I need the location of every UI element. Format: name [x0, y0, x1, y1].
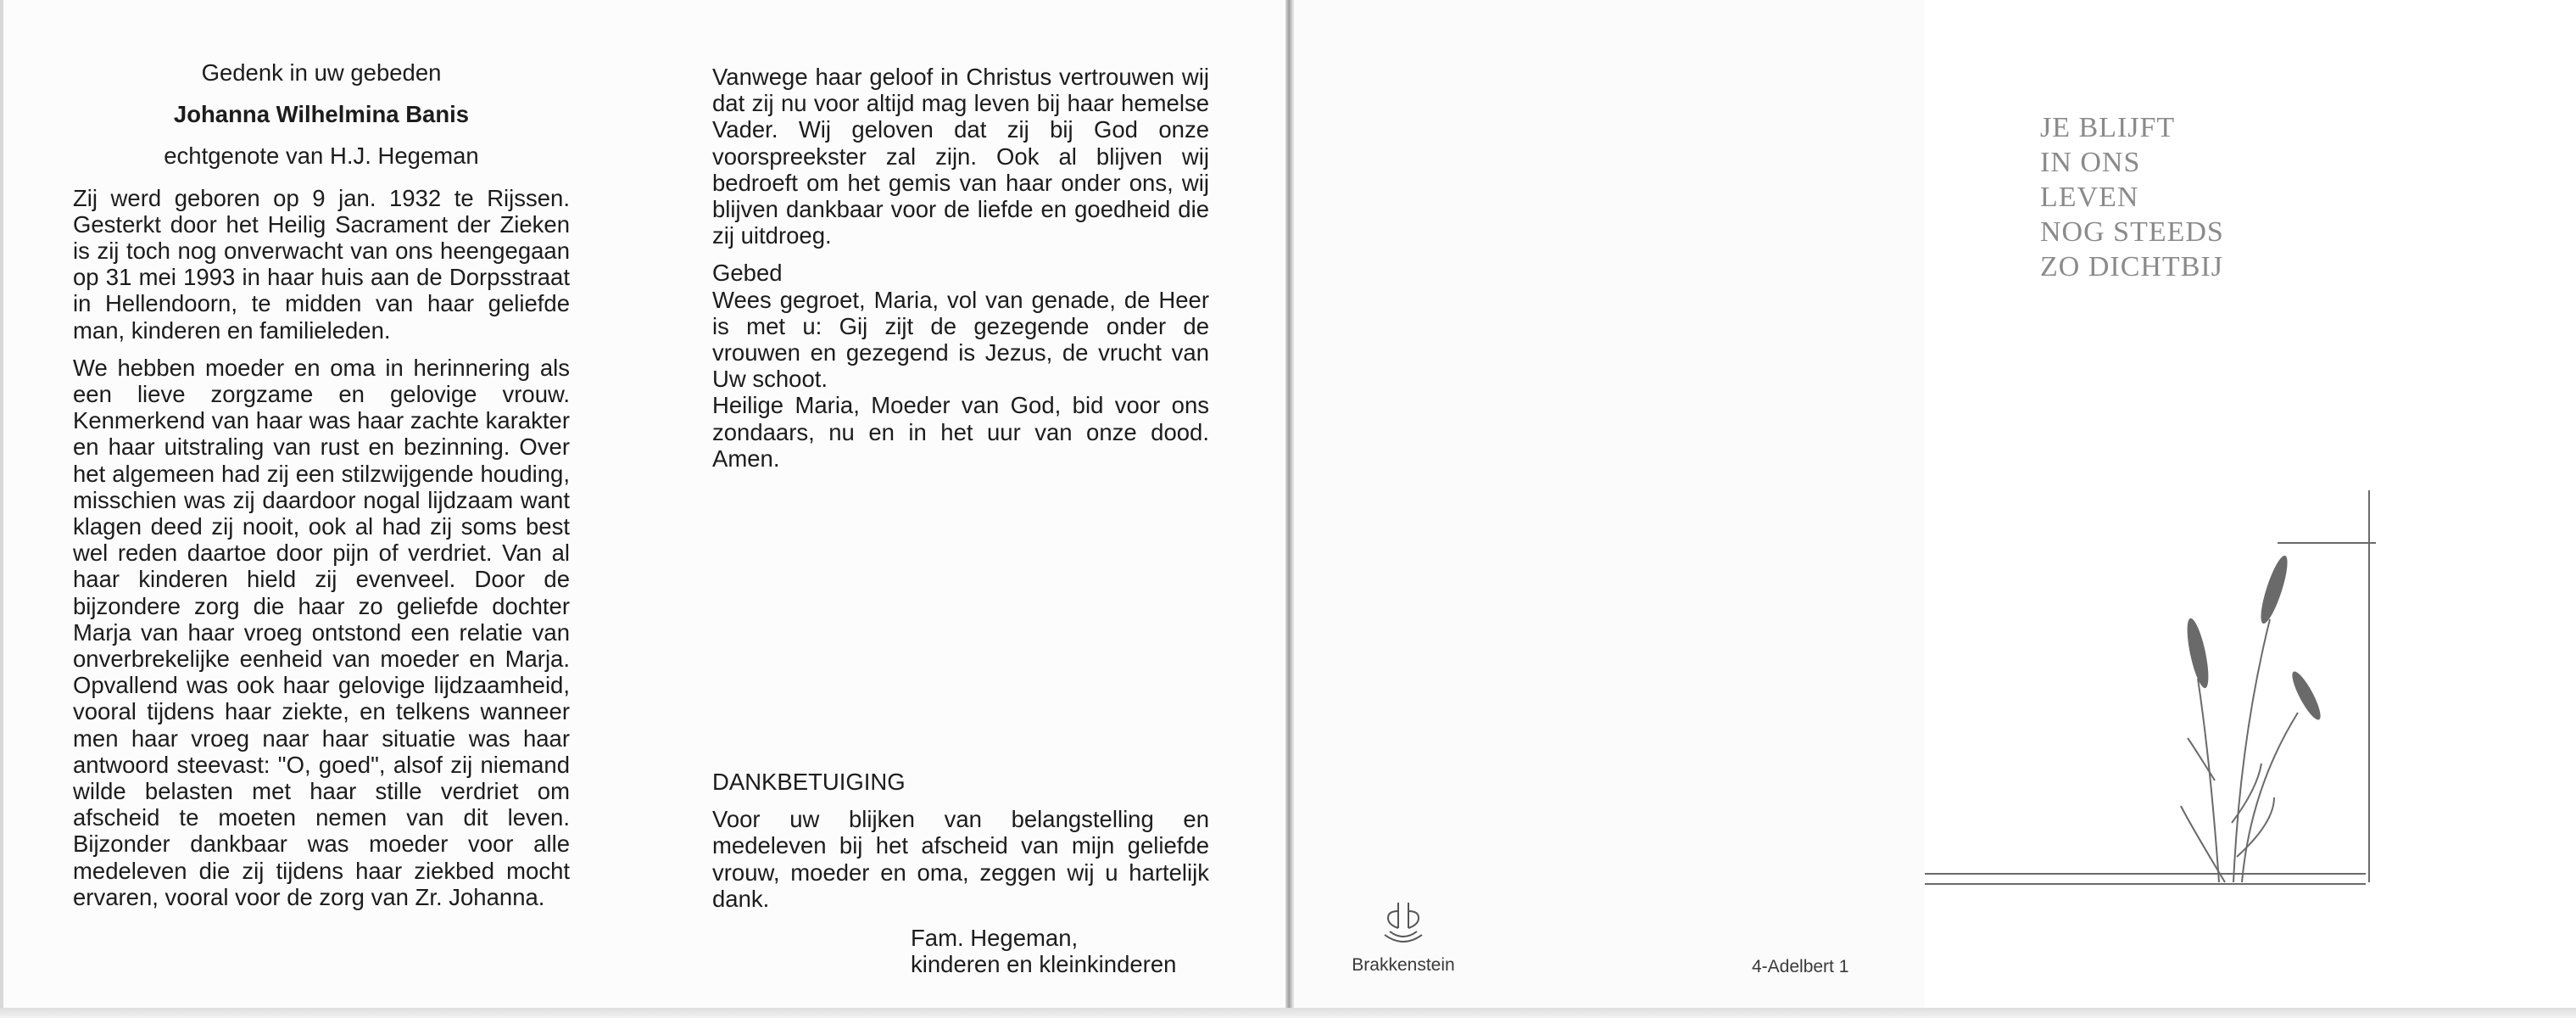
poem-line: ZO DICHTBIJ — [2040, 251, 2223, 282]
signature-line-2: kinderen en kleinkinderen — [911, 951, 1177, 978]
intro-line: Gedenk in uw gebeden — [201, 59, 442, 86]
poem-line: JE BLIJFT — [2040, 112, 2176, 143]
wheat-leaf — [2232, 764, 2261, 823]
deceased-name: Johanna Wilhelmina Banis — [173, 101, 470, 128]
wheat-ear — [2183, 617, 2212, 690]
poem-line: LEVEN — [2040, 182, 2139, 213]
memorial-text-column — [73, 59, 570, 910]
wheat-leaf — [2188, 738, 2215, 780]
wheat-ear — [2255, 553, 2292, 625]
spouse-line: echtgenote van H.J. Hegeman — [164, 143, 479, 170]
thanks-title: DANKBETUIGING — [712, 769, 906, 796]
poem-line: IN ONS — [2040, 147, 2141, 178]
card-edge — [0, 0, 3, 1011]
wheat-ear — [2288, 668, 2325, 723]
prayer-paragraph-2: Heilige Maria, Moeder van God, bid voor ons zondaars, nu en in het uur van onze dood. Amen. — [712, 392, 1209, 472]
publisher-name: Brakkenstein — [1352, 955, 1455, 975]
prayer-text-column — [712, 64, 1209, 912]
wheat-stem — [2198, 679, 2219, 882]
poem — [2040, 110, 2224, 284]
wheat-stem — [2242, 713, 2298, 882]
brakkenstein-logo-icon — [1380, 899, 1427, 950]
biography-paragraph-2: We hebben moeder en oma in herinnering als een lieve zorgzame en gelovige vrouw. Kenmerkend van haar was haar zachte karakter en haar uitstraling van rust en bezinning. Over het algemeen had zij een stilzwijgende houding, misschien was zij daardoor nogal lijdzaam want klagen deed zij nooit, ook al had zij soms best wel reden daartoe door pijn of verdriet. Van al haar kinderen hield zij evenveel. Door de bijzondere zorg die haar zo geliefde dochter Marja van haar vroeg ontstond een relatie van onverbrekelijke eenheid van moeder en Marja. Opvallend was ook haar gelovige lijdzaamheid, vooral tijdens haar ziekte, en telkens wanneer men haar vroeg naar haar situatie was haar antwoord steevast: "O, goed", alsof zij niemand wilde belasten met haar stille verdriet om afscheid te moeten nemen van dit leven. Bijzonder dankbaar was moeder voor alle medeleven die zij tijdens haar ziekbed mocht ervaren, vooral voor de zorg van Zr. Johanna. — [73, 354, 570, 910]
catalog-number: 4-Adelbert 1 — [1752, 957, 1849, 976]
signature-line-1: Fam. Hegeman, — [911, 925, 1079, 951]
wheat-leaf — [2181, 806, 2225, 882]
signature-block — [911, 925, 1176, 977]
thanks-paragraph: Voor uw blijken van belangstelling en medeleven bij het afscheid van mijn geliefde vrouw, moeder en oma, zeggen wij u hartelijk dank. — [712, 806, 1209, 912]
publisher-mark — [1340, 899, 1467, 976]
prayer-title: Gebed — [712, 260, 783, 287]
poem-line: NOG STEEDS — [2040, 216, 2224, 248]
cross-with-wheat-icon — [1918, 484, 2376, 891]
faith-paragraph: Vanwege haar geloof in Christus vertrouwen wij dat zij nu voor altijd mag leven bij haar hemelse Vader. Wij geloven dat zij bij God onze voorspreekster zal zijn. Ook al blijven wij bedroeft om het gemis van haar onder ons, wij blijven dankbaar voor de liefde en goedheid die zij uitdroeg. — [712, 64, 1209, 249]
prayer-paragraph-1: Wees gegroet, Maria, vol van genade, de Heer is met u: Gij zijt de gezegende onder de vrouwen en gezegend is Jezus, de vrucht van Uw schoot. — [712, 286, 1209, 393]
card-bottom-edge — [0, 1008, 2576, 1018]
card-fold — [1285, 0, 1294, 1011]
biography-paragraph-1: Zij werd geboren op 9 jan. 1932 te Rijssen. Gesterkt door het Heilig Sacrament der Zieken is zij toch nog onverwacht van ons heengegaan op 31 mei 1993 in haar huis aan de Dorpsstraat in Hellendoorn, te midden van haar geliefde man, kinderen en familieleden. — [73, 184, 570, 344]
